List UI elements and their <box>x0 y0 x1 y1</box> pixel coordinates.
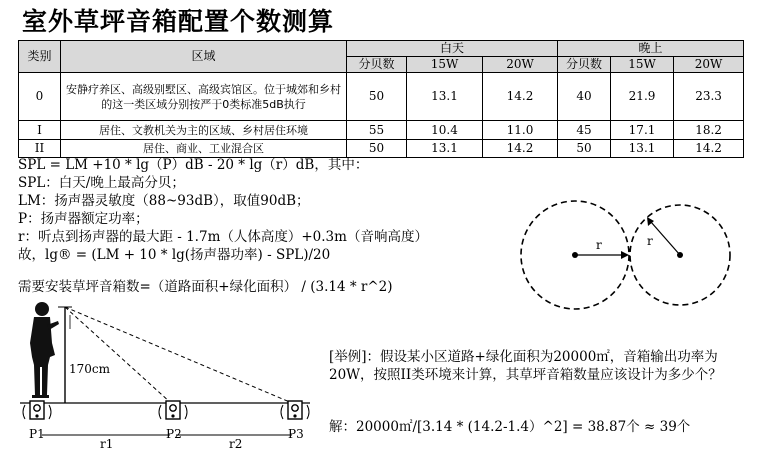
formula-line: P：扬声器额定功率； <box>18 211 149 227</box>
row-value: 45 <box>558 121 611 140</box>
row-value: 13.1 <box>407 140 483 158</box>
header-category: 类别 <box>19 41 61 73</box>
row-value: 14.2 <box>483 140 558 158</box>
page-title: 室外草坪音箱配置个数测算 <box>22 7 335 36</box>
subheader-day-db: 分贝数 <box>347 57 407 73</box>
subheader-day-15w: 15W <box>407 57 483 73</box>
arrowhead-left <box>621 251 629 259</box>
distance-label-r2: r2 <box>229 437 243 451</box>
formula-line: SPL：白天/晚上最高分贝； <box>18 175 185 191</box>
point-label-p2: P2 <box>166 427 182 441</box>
formula-line: r：听点到扬声器的最大距 - 1.7m（人体高度）+0.3m（音响高度） <box>18 229 428 245</box>
radius-label-left: r <box>596 238 602 252</box>
row-value: 18.2 <box>674 121 744 140</box>
row-value: 13.1 <box>611 140 674 158</box>
table-row <box>19 140 744 158</box>
row-value: 13.1 <box>407 73 483 121</box>
speaker-icon <box>281 401 309 419</box>
point-label-p1: P1 <box>29 427 45 441</box>
row-value: 17.1 <box>611 121 674 140</box>
example-text: [举例]：假设某小区道路+绿化面积为20000㎡，音箱输出功率为20W，按照II类环境来计算，其草坪音箱数量应该设计为多少个？ <box>329 349 722 383</box>
standing-person-icon <box>30 302 59 398</box>
table-row <box>19 121 744 140</box>
header-night: 晚上 <box>558 41 744 57</box>
row-area: 安静疗养区、高级别墅区、高级宾馆区。位于城郊和乡村的这一类区域分别按严于0类标准5dB执行 <box>61 73 347 121</box>
row-value: 50 <box>347 73 407 121</box>
subheader-night-15w: 15W <box>611 57 674 73</box>
row-area: 居住、文教机关为主的区域、乡村居住环境 <box>61 121 347 140</box>
point-label-p3: P3 <box>288 427 304 441</box>
row-value: 50 <box>347 140 407 158</box>
row-area: 居住、商业、工业混合区 <box>61 140 347 158</box>
row-value: 40 <box>558 73 611 121</box>
row-value: 23.3 <box>674 73 744 121</box>
formula-line: SPL = LM +10 * lg（P）dB - 20 * lg（r）dB，其中： <box>18 157 369 173</box>
row-category: 0 <box>19 73 61 121</box>
row-value: 55 <box>347 121 407 140</box>
table-row <box>19 73 744 121</box>
sound-path-p2 <box>65 307 171 403</box>
row-value: 14.2 <box>483 73 558 121</box>
formula-block <box>18 156 498 264</box>
distance-label-r1: r1 <box>100 437 114 451</box>
listener-speaker-diagram <box>0 295 330 455</box>
radius-arrow-right <box>651 222 680 255</box>
subheader-night-db: 分贝数 <box>558 57 611 73</box>
table-header-row <box>19 41 744 57</box>
row-value: 50 <box>558 140 611 158</box>
row-category: I <box>19 121 61 140</box>
speaker-count-formula: 需要安装草坪音箱数=（道路面积+绿化面积） / (3.14 * r^2) <box>18 279 393 295</box>
formula-line: LM：扬声器灵敏度（88~93dB），取值90dB； <box>18 193 310 209</box>
radius-label-right: r <box>647 234 653 248</box>
speaker-icon <box>23 401 51 419</box>
row-value: 14.2 <box>674 140 744 158</box>
subheader-night-20w: 20W <box>674 57 744 73</box>
row-value: 11.0 <box>483 121 558 140</box>
speaker-icon <box>159 401 187 419</box>
subheader-day-20w: 20W <box>483 57 558 73</box>
header-area: 区域 <box>61 41 347 73</box>
header-day: 白天 <box>347 41 558 57</box>
row-value: 21.9 <box>611 73 674 121</box>
height-label: 170cm <box>69 362 111 376</box>
coverage-circles-diagram <box>500 195 750 310</box>
formula-line: 故，lg® = (LM + 10 * lg(扬声器功率) - SPL)/20 <box>18 247 331 263</box>
sound-path-p3 <box>65 307 292 403</box>
row-category: II <box>19 140 61 158</box>
answer-text: 解：20000㎡/[3.14 * (14.2-1.4）^2] = 38.87个 ≈ 39个 <box>329 419 691 435</box>
decibel-table <box>18 40 744 158</box>
row-value: 10.4 <box>407 121 483 140</box>
